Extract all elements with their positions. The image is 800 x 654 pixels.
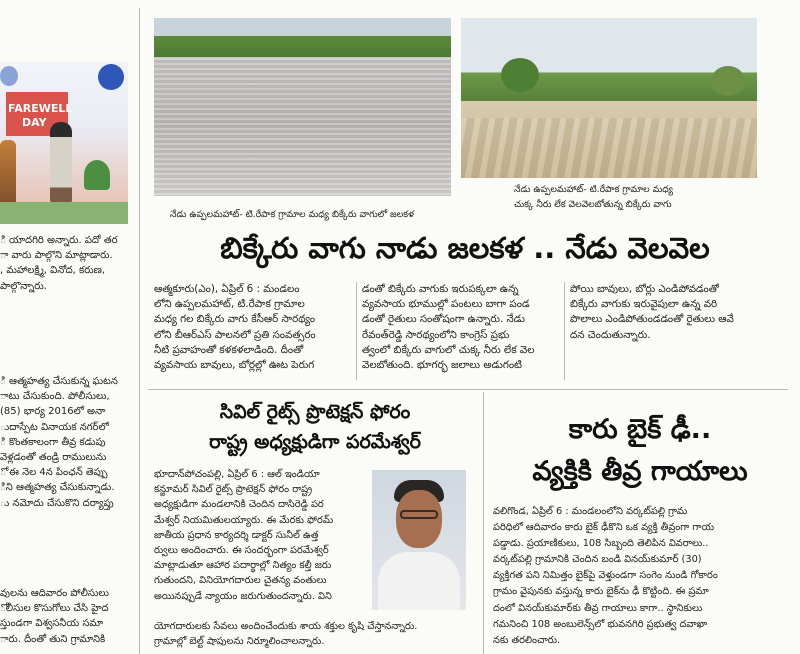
story-two-body: యోగదారులకు సేవలు అందించేందుకు శాయ శక్తుల కృషి చేస్తానన్నారు. గ్రామాల్లో బెల్ట్ షాపులను నిర్మూలించాలన్నారు.: [154, 621, 418, 648]
story-three-headline: కారు బైక్ ఢీ..: [568, 414, 712, 445]
column-divider: [564, 282, 565, 380]
dancer-figure: [0, 140, 16, 210]
balloon-shape: [98, 64, 124, 90]
photo-caption: నేడు ఉప్పలమహాట్‌- టి.రేపాక గ్రామాల మధ్య బిక్కేరు వాగులో జలకళ: [170, 209, 414, 220]
portrait-glasses: [400, 510, 438, 519]
portrait-shirt: [378, 552, 460, 610]
story-two-headline: సివిల్ రైట్స్ ప్రొటెక్షన్ ఫోరం: [219, 401, 411, 423]
tree-shape: [711, 66, 745, 96]
story-two-body: భూదాన్‌పోచంపల్లి, ఏప్రిల్ 6 : ఆల్ ఇండియా కన్జూమర్ సివిల్ రైట్స్ ప్రొటెక్షన్ ఫోరం రాష్ట్ర అధ్యక్షుడిగా మండలానికి చెందిన దాసిరెడ్డి పర మేశ్వర్ నియమితులయ్యారు. ఈ మేరకు ఫోరమ్ జాతీయ ప్రధాన కార్యదర్శి డాక్టర్ సునీల్ ఉత్త ర్వులు అందించారు. ఈ సందర్భంగా పరమేశ్వర్ మాట్లాడుతూ ఆహార పదార్థాల్లో నిత్యం కల్తీ జరు గుతుందని, వినియోగదారుల చైతన్య వంతులు అయినప్పుడే న్యాయం జరుగుతుందన్నారు. విని: [154, 469, 334, 602]
water-ripples: [154, 58, 451, 196]
column-divider: [356, 282, 357, 380]
portrait-face: [396, 490, 442, 548]
main-story-column-2: డంతో బిక్కేరు వాగుకు ఇరుపక్కలా ఉన్న వ్యవసాయ భూముల్లో పంటలు బాగా పండ డంతో రైతులు సంతోషంగా ఉన్నారు. నేడు రేవంత్‌రెడ్డి సారథ్యంలోని కాంగ్రెస్ ప్రభు త్వంలో బిక్కేరు వాగులో చుక్క నీరు లేక వెల వెలబోతుంది. భూగర్భ జలాలు అడుగంటి: [362, 283, 535, 372]
plant-shape: [84, 160, 110, 190]
left-column-text: వులను ఆదివారం పోలీసులు ోలీసుల కొసుగోలు చేసి హైద స్తుండగా విశ్వసనీయ సమా ారు. దీంతో తుని గ్రామానికి: [0, 588, 109, 645]
stage-floor: [0, 202, 128, 224]
story-three-headline: వ్యక్తికి తీవ్ర గాయాలు: [532, 456, 748, 487]
story-two-headline: రాష్ట్ర అధ్యక్షుడిగా పరమేశ్వర్: [209, 431, 421, 453]
photo-caption: నేడు ఉప్పలమహాట్‌- టి.రేపాక గ్రామాల మధ్య: [514, 184, 673, 195]
left-column-text: ి ఆత్మహత్య చేసుకున్న ఘటన ాటు చేసుకుంది. పోలీసులు, (85) భార్య 2016లో అనా ుదాస్పేట వినాయక నగర్‌లో ి కొంతకాలంగా తీవ్ర కడుపు వెళ్లడంతో తండ్రి రాములును ో ఈ నెల 4న పింఛన్ తెప్పు ిని ఆత్మహత్య చేసుకున్నాడు. ు నమోదు చేసుకొని దర్యాప్తు: [0, 376, 118, 509]
left-column-text: ి యాదగిరి అన్నారు. పదో తర ా వారు పాల్గొని మాట్లాడారు. , మహాలక్ష్మి, వినోద, కరుణ, పాల్గొన్నారు.: [0, 235, 118, 292]
dry-river-photo: [461, 18, 757, 178]
portrait-photo: [372, 470, 466, 610]
section-divider: [148, 389, 788, 390]
main-headline: బిక్కేరు వాగు నాడు జలకళ .. నేడు వెలవెల: [220, 231, 710, 265]
farewell-event-photo: [0, 62, 128, 224]
dancer-figure: [50, 122, 72, 204]
column-divider: [139, 8, 140, 654]
river-full-photo: [154, 18, 451, 196]
balloon-shape: [0, 66, 18, 86]
banner-text: FAREWELL: [8, 102, 73, 115]
photo-caption: చుక్క నీరు లేక వెలవెలబోతున్న బిక్కేరు వాగు: [514, 199, 672, 210]
tree-shape: [501, 58, 539, 92]
story-three-body: వలిగొండ, ఏప్రిల్ 6 : మండలంలోని వర్కట్‌పల్లి గ్రామ పరిధిలో ఆదివారం కారు బైక్ ఢీకొని ఒక వ్యక్తి తీవ్రంగా గాయ పడ్డాడు. ప్రయాణికులు, 108 సిబ్బంది తెలిపిన వివరాలు.. వర్కట్‌పల్లి గ్రామానికి చెందిన బండి వినయ్‌కుమార్ (30) వ్యక్తిగత పని నిమిత్తం బైక్‌పై వెళ్తుండగా సంగెం నుండి గోకారం గ్రామం వైపునకు వస్తున్న కారు బైక్‌ను ఢీ కొట్టింది. ఈ ప్రమా దంలో వినయ్‌కుమార్‌కు తీవ్ర గాయాలు కాగా.. స్థానికులు గమనించి 108 అంబులెన్స్‌లో భువనగిరి ప్రభుత్వ దవాఖా నకు తరలించారు.: [493, 506, 718, 646]
main-story-column-1: ఆత్మకూరు(ఎం), ఏప్రిల్ 6 : మండలం లోని ఉప్పలమహాట్‌, టి.రేపాక గ్రామాల మధ్య గల బిక్కేరు వాగు కేసీఆర్ సారథ్యం లోని బీఆర్ఎస్ పాలనలో ప్రతి సంవత్సరం నీటి ప్రవాహంతో కళకళలాడింది. దీంతో వ్యవసాయ బావులు, బోర్లల్లో ఊట పెరుగ: [154, 283, 316, 372]
dry-riverbed: [461, 118, 757, 178]
column-divider: [483, 392, 484, 654]
banner-text: DAY: [22, 116, 47, 129]
main-story-column-3: పోయి బావులు, బోర్లు ఎండిపోవడంతో బిక్కేరు వాగుకు ఇరువైపులా ఉన్న వరి పొలాలు ఎండిపోతుండడంతో రైతులు ఆవే దన చెందుతున్నారు.: [570, 283, 734, 341]
